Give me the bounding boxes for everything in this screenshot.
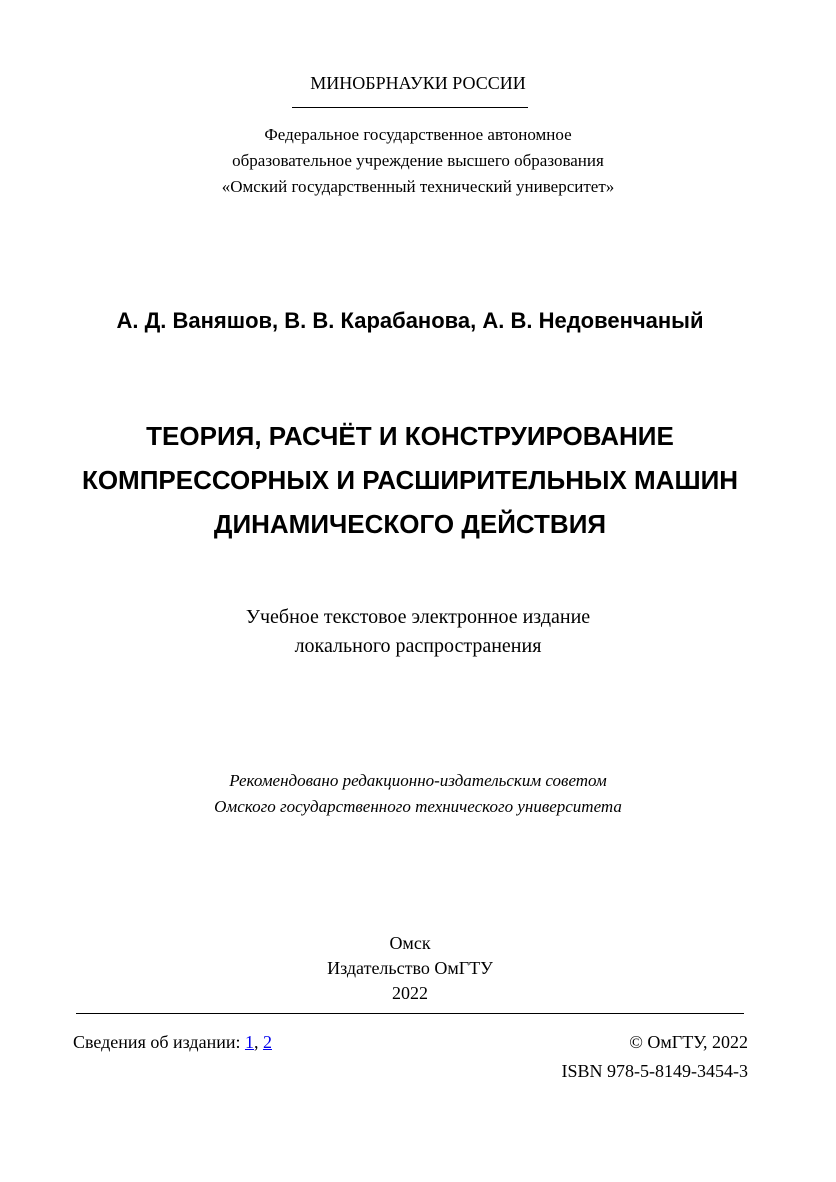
authors: А. Д. Ваняшов, В. В. Карабанова, А. В. Недовенчаный — [116, 308, 704, 333]
edition-info-link-1[interactable]: 1 — [244, 1032, 254, 1052]
edition-type-line: Учебное текстовое электронное издание — [245, 606, 591, 628]
institution-line: «Омский государственный технический университет» — [221, 177, 615, 196]
title-line: ДИНАМИЧЕСКОГО ДЕЙСТВИЯ — [213, 509, 607, 539]
ministry-name: МИНОБРНАУКИ РОССИИ — [310, 73, 526, 93]
edition-info-link-2[interactable]: 2 — [262, 1032, 272, 1052]
title-line: ТЕОРИЯ, РАСЧЁТ И КОНСТРУИРОВАНИЕ — [146, 421, 674, 451]
institution-line: Федеральное государственное автономное — [264, 125, 572, 144]
copyright: © ОмГТУ, 2022 — [629, 1032, 748, 1052]
edition-type-line: локального распространения — [294, 635, 542, 657]
publication-year: 2022 — [392, 983, 428, 1003]
edition-type — [0, 603, 836, 661]
title-line: КОМПРЕССОРНЫХ И РАСШИРИТЕЛЬНЫХ МАШИН — [81, 465, 739, 495]
edition-info-label: Сведения об издании: — [73, 1032, 241, 1052]
footer-divider — [76, 1013, 744, 1014]
edition-info-separator: , — [253, 1032, 259, 1052]
book-title — [0, 414, 820, 546]
isbn: ISBN 978-5-8149-3454-3 — [561, 1061, 748, 1081]
recommendation — [0, 768, 836, 820]
edition-info — [73, 1030, 272, 1054]
publisher-city: Омск — [389, 933, 431, 953]
institution-line: образовательное учреждение высшего образования — [232, 151, 604, 170]
publisher-name: Издательство ОмГТУ — [327, 958, 493, 978]
publisher-block — [0, 931, 820, 1006]
recommendation-line: Рекомендовано редакционно-издательским советом — [229, 771, 607, 790]
recommendation-line: Омского государственного технического университета — [214, 797, 622, 816]
ministry-divider — [292, 107, 528, 108]
institution-block — [0, 122, 836, 200]
